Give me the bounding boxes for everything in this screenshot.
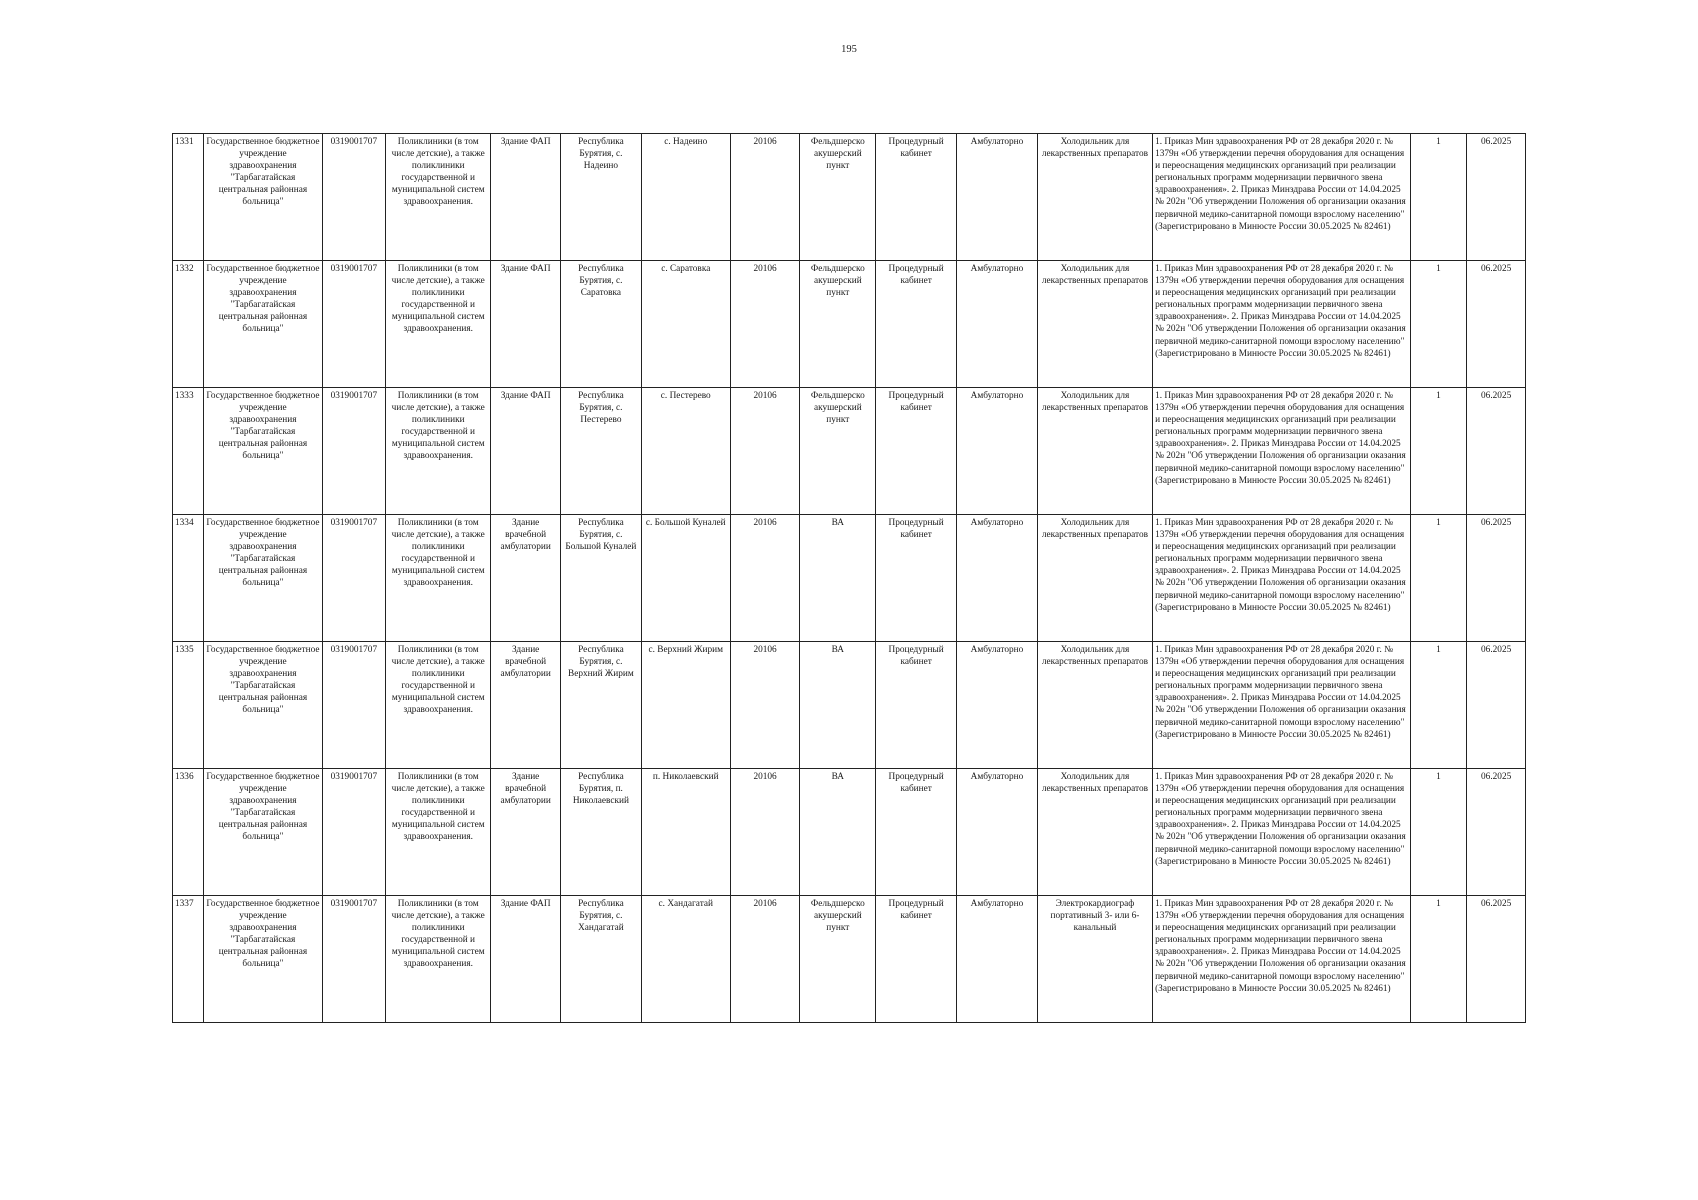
cell-organization: Государственное бюджетное учреждение здравоохранения "Тарбагатайская центральная районная больница" [204,642,322,769]
cell-legal-basis: 1. Приказ Мин здравоохранения РФ от 28 декабря 2020 г. № 1379н «Об утверждении перечня оборудования для оснащения и переоснащения медицинских организаций при реализации региональных программ модернизации первичного звена здравоохранения». 2. Приказ Минздрава России от 14.04.2025 № 202н "Об утверждении Положения об организации оказания первичной медико-санитарной помощи взрослому населению" (Зарегистрировано в Минюсте России 30.05.2025 № 82461) [1153,134,1411,261]
cell-inn: 0319001707 [322,515,386,642]
cell-organization-type: Поликлиники (в том числе детские), а также поликлиники государственной и муниципальной систем здравоохранения. [386,896,491,1023]
cell-locality: с. Большой Куналей [641,515,730,642]
cell-address: Республика Бурятия, с. Большой Куналей [560,515,641,642]
cell-address: Республика Бурятия, с. Верхний Жирим [560,642,641,769]
cell-code: 20106 [730,388,800,515]
cell-quantity: 1 [1410,769,1467,896]
table-row [173,769,1526,896]
cell-code: 20106 [730,261,800,388]
cell-row-number: 1335 [173,642,204,769]
cell-care-mode: Амбулаторно [957,896,1038,1023]
cell-room: Процедурный кабинет [876,261,957,388]
cell-building: Здание ФАП [491,261,561,388]
cell-care-mode: Амбулаторно [957,515,1038,642]
cell-quantity: 1 [1410,896,1467,1023]
cell-code: 20106 [730,769,800,896]
cell-quantity: 1 [1410,388,1467,515]
cell-room: Процедурный кабинет [876,642,957,769]
table-row [173,388,1526,515]
cell-organization: Государственное бюджетное учреждение здравоохранения "Тарбагатайская центральная районная больница" [204,134,322,261]
cell-code: 20106 [730,896,800,1023]
cell-equipment: Холодильник для лекарственных препаратов [1037,261,1152,388]
cell-row-number: 1336 [173,769,204,896]
cell-unit: Фельдшерско акушерский пункт [800,261,876,388]
cell-organization: Государственное бюджетное учреждение здравоохранения "Тарбагатайская центральная районная больница" [204,261,322,388]
cell-locality: с. Пестерево [641,388,730,515]
cell-organization-type: Поликлиники (в том числе детские), а также поликлиники государственной и муниципальной систем здравоохранения. [386,515,491,642]
cell-quantity: 1 [1410,261,1467,388]
cell-organization: Государственное бюджетное учреждение здравоохранения "Тарбагатайская центральная районная больница" [204,896,322,1023]
cell-organization-type: Поликлиники (в том числе детские), а также поликлиники государственной и муниципальной систем здравоохранения. [386,769,491,896]
cell-equipment: Холодильник для лекарственных препаратов [1037,388,1152,515]
cell-locality: с. Верхний Жирим [641,642,730,769]
cell-organization: Государственное бюджетное учреждение здравоохранения "Тарбагатайская центральная районная больница" [204,515,322,642]
cell-organization-type: Поликлиники (в том числе детские), а также поликлиники государственной и муниципальной систем здравоохранения. [386,642,491,769]
cell-code: 20106 [730,515,800,642]
cell-equipment: Холодильник для лекарственных препаратов [1037,642,1152,769]
cell-date: 06.2025 [1467,388,1526,515]
cell-building: Здание ФАП [491,134,561,261]
page-number: 195 [841,44,857,55]
cell-row-number: 1333 [173,388,204,515]
table-row [173,261,1526,388]
cell-address: Республика Бурятия, п. Николаевский [560,769,641,896]
cell-building: Здание ФАП [491,896,561,1023]
cell-unit: Фельдшерско акушерский пункт [800,896,876,1023]
cell-building: Здание врачебной амбулатории [491,769,561,896]
cell-room: Процедурный кабинет [876,769,957,896]
cell-quantity: 1 [1410,134,1467,261]
cell-unit: ВА [800,642,876,769]
cell-equipment: Холодильник для лекарственных препаратов [1037,515,1152,642]
cell-organization-type: Поликлиники (в том числе детские), а также поликлиники государственной и муниципальной систем здравоохранения. [386,134,491,261]
cell-address: Республика Бурятия, с. Надеино [560,134,641,261]
cell-building: Здание ФАП [491,388,561,515]
cell-care-mode: Амбулаторно [957,134,1038,261]
cell-inn: 0319001707 [322,261,386,388]
cell-address: Республика Бурятия, с. Саратовка [560,261,641,388]
cell-building: Здание врачебной амбулатории [491,642,561,769]
cell-code: 20106 [730,642,800,769]
cell-legal-basis: 1. Приказ Мин здравоохранения РФ от 28 декабря 2020 г. № 1379н «Об утверждении перечня оборудования для оснащения и переоснащения медицинских организаций при реализации региональных программ модернизации первичного звена здравоохранения». 2. Приказ Минздрава России от 14.04.2025 № 202н "Об утверждении Положения об организации оказания первичной медико-санитарной помощи взрослому населению" (Зарегистрировано в Минюсте России 30.05.2025 № 82461) [1153,261,1411,388]
equipment-registry-table [172,133,1526,1023]
cell-row-number: 1332 [173,261,204,388]
cell-inn: 0319001707 [322,769,386,896]
cell-organization: Государственное бюджетное учреждение здравоохранения "Тарбагатайская центральная районная больница" [204,388,322,515]
cell-locality: п. Николаевский [641,769,730,896]
cell-equipment: Электрокардиограф портативный 3- или 6-канальный [1037,896,1152,1023]
cell-room: Процедурный кабинет [876,896,957,1023]
table-row [173,515,1526,642]
cell-legal-basis: 1. Приказ Мин здравоохранения РФ от 28 декабря 2020 г. № 1379н «Об утверждении перечня оборудования для оснащения и переоснащения медицинских организаций при реализации региональных программ модернизации первичного звена здравоохранения». 2. Приказ Минздрава России от 14.04.2025 № 202н "Об утверждении Положения об организации оказания первичной медико-санитарной помощи взрослому населению" (Зарегистрировано в Минюсте России 30.05.2025 № 82461) [1153,515,1411,642]
cell-organization-type: Поликлиники (в том числе детские), а также поликлиники государственной и муниципальной систем здравоохранения. [386,261,491,388]
cell-locality: с. Хандагатай [641,896,730,1023]
table-row [173,642,1526,769]
cell-date: 06.2025 [1467,642,1526,769]
cell-care-mode: Амбулаторно [957,261,1038,388]
cell-row-number: 1334 [173,515,204,642]
cell-care-mode: Амбулаторно [957,388,1038,515]
cell-code: 20106 [730,134,800,261]
cell-organization-type: Поликлиники (в том числе детские), а также поликлиники государственной и муниципальной систем здравоохранения. [386,388,491,515]
cell-inn: 0319001707 [322,134,386,261]
cell-legal-basis: 1. Приказ Мин здравоохранения РФ от 28 декабря 2020 г. № 1379н «Об утверждении перечня оборудования для оснащения и переоснащения медицинских организаций при реализации региональных программ модернизации первичного звена здравоохранения». 2. Приказ Минздрава России от 14.04.2025 № 202н "Об утверждении Положения об организации оказания первичной медико-санитарной помощи взрослому населению" (Зарегистрировано в Минюсте России 30.05.2025 № 82461) [1153,896,1411,1023]
cell-address: Республика Бурятия, с. Пестерево [560,388,641,515]
cell-quantity: 1 [1410,515,1467,642]
cell-locality: с. Надеино [641,134,730,261]
cell-locality: с. Саратовка [641,261,730,388]
table-row [173,134,1526,261]
cell-legal-basis: 1. Приказ Мин здравоохранения РФ от 28 декабря 2020 г. № 1379н «Об утверждении перечня оборудования для оснащения и переоснащения медицинских организаций при реализации региональных программ модернизации первичного звена здравоохранения». 2. Приказ Минздрава России от 14.04.2025 № 202н "Об утверждении Положения об организации оказания первичной медико-санитарной помощи взрослому населению" (Зарегистрировано в Минюсте России 30.05.2025 № 82461) [1153,642,1411,769]
cell-inn: 0319001707 [322,642,386,769]
cell-quantity: 1 [1410,642,1467,769]
cell-unit: Фельдшерско акушерский пункт [800,388,876,515]
cell-unit: Фельдшерско акушерский пункт [800,134,876,261]
cell-address: Республика Бурятия, с. Хандагатай [560,896,641,1023]
cell-date: 06.2025 [1467,134,1526,261]
cell-building: Здание врачебной амбулатории [491,515,561,642]
table-row [173,896,1526,1023]
cell-date: 06.2025 [1467,515,1526,642]
cell-care-mode: Амбулаторно [957,769,1038,896]
cell-equipment: Холодильник для лекарственных препаратов [1037,134,1152,261]
cell-room: Процедурный кабинет [876,388,957,515]
cell-room: Процедурный кабинет [876,515,957,642]
cell-room: Процедурный кабинет [876,134,957,261]
cell-date: 06.2025 [1467,261,1526,388]
cell-organization: Государственное бюджетное учреждение здравоохранения "Тарбагатайская центральная районная больница" [204,769,322,896]
cell-unit: ВА [800,769,876,896]
cell-date: 06.2025 [1467,769,1526,896]
cell-unit: ВА [800,515,876,642]
cell-date: 06.2025 [1467,896,1526,1023]
cell-inn: 0319001707 [322,896,386,1023]
cell-legal-basis: 1. Приказ Мин здравоохранения РФ от 28 декабря 2020 г. № 1379н «Об утверждении перечня оборудования для оснащения и переоснащения медицинских организаций при реализации региональных программ модернизации первичного звена здравоохранения». 2. Приказ Минздрава России от 14.04.2025 № 202н "Об утверждении Положения об организации оказания первичной медико-санитарной помощи взрослому населению" (Зарегистрировано в Минюсте России 30.05.2025 № 82461) [1153,769,1411,896]
cell-row-number: 1337 [173,896,204,1023]
cell-legal-basis: 1. Приказ Мин здравоохранения РФ от 28 декабря 2020 г. № 1379н «Об утверждении перечня оборудования для оснащения и переоснащения медицинских организаций при реализации региональных программ модернизации первичного звена здравоохранения». 2. Приказ Минздрава России от 14.04.2025 № 202н "Об утверждении Положения об организации оказания первичной медико-санитарной помощи взрослому населению" (Зарегистрировано в Минюсте России 30.05.2025 № 82461) [1153,388,1411,515]
cell-equipment: Холодильник для лекарственных препаратов [1037,769,1152,896]
cell-row-number: 1331 [173,134,204,261]
cell-inn: 0319001707 [322,388,386,515]
cell-care-mode: Амбулаторно [957,642,1038,769]
